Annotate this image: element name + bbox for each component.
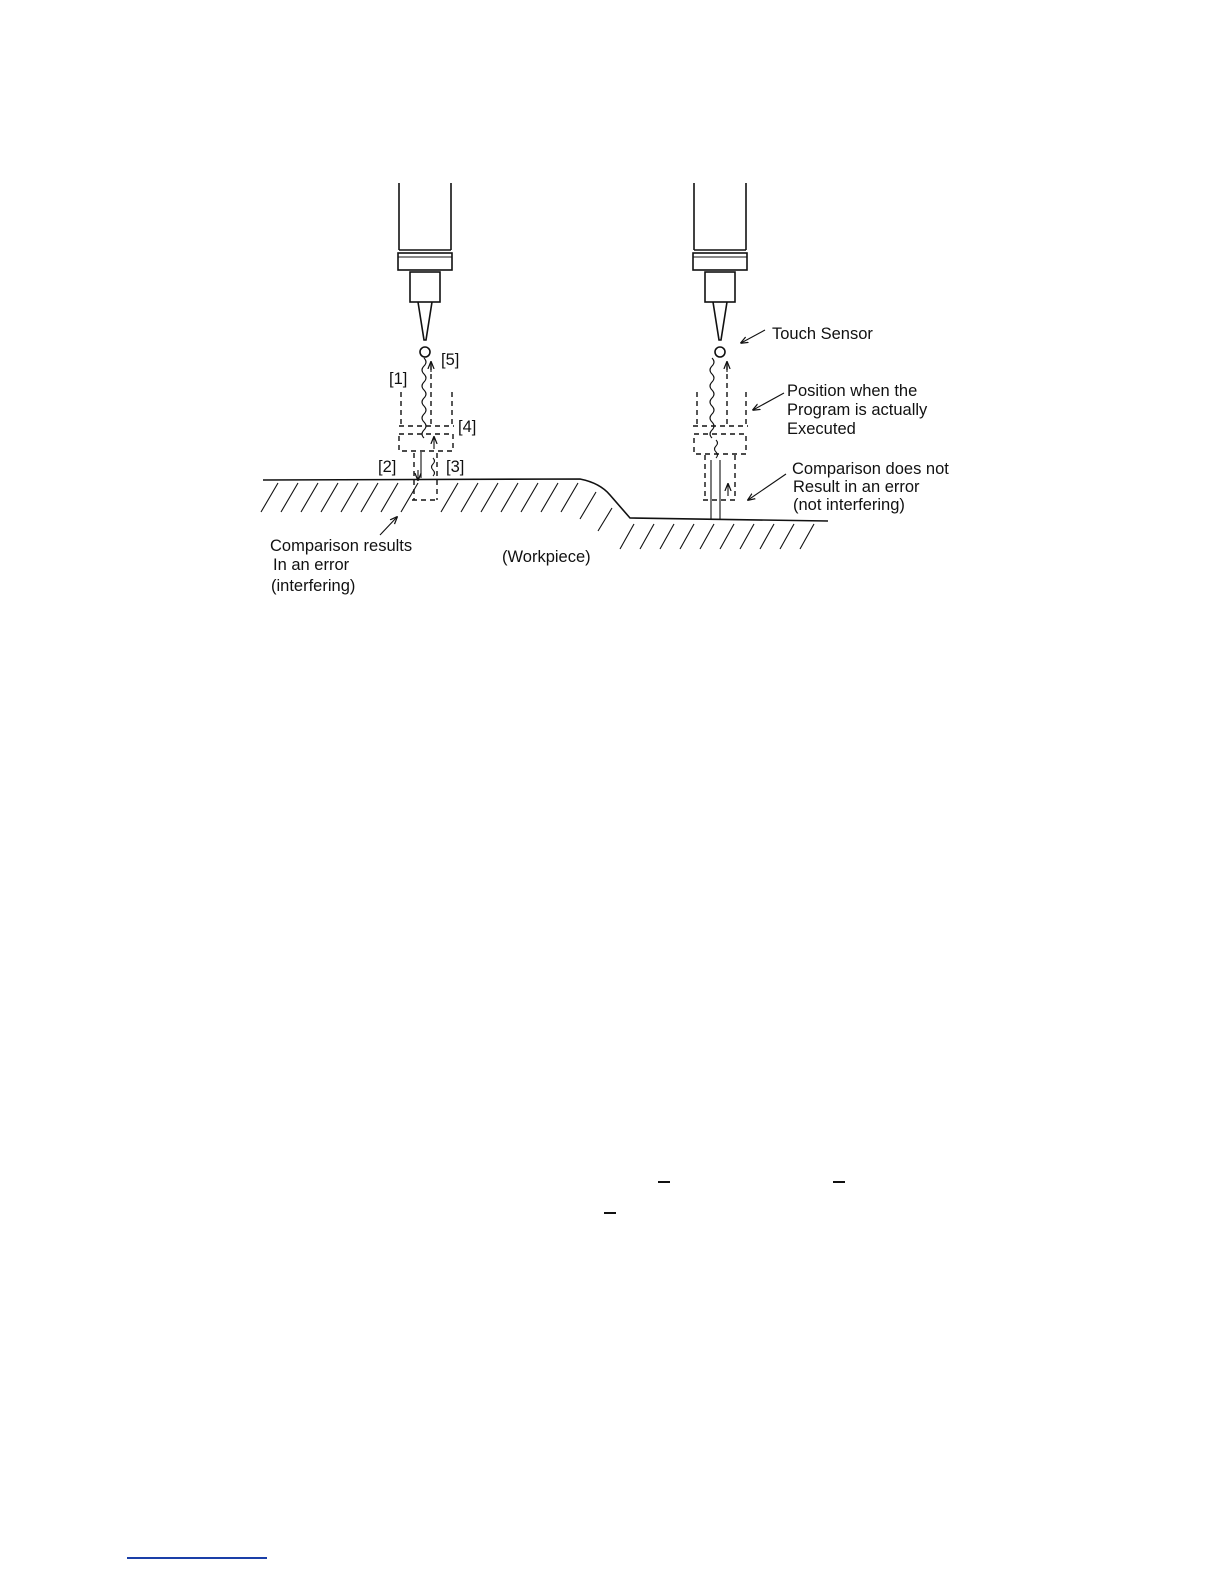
left-approach-path: [422, 358, 426, 438]
macron-mark-3: [604, 1212, 616, 1214]
left-touch-probe: [398, 183, 452, 357]
step-2-label: [2]: [378, 458, 397, 476]
error-label-line-3: (interfering): [271, 577, 356, 595]
step-3-label: [3]: [446, 458, 465, 476]
no-error-label-line-2: Result in an error: [793, 478, 920, 496]
no-error-callout-arrow: [748, 474, 786, 500]
no-error-label-line-3: (not interfering): [793, 496, 905, 514]
position-label-line-2: Program is actually: [787, 401, 928, 419]
error-callout-arrow: [380, 517, 397, 535]
right-motion-paths: [693, 358, 748, 520]
error-label-line-1: Comparison results: [270, 537, 413, 555]
no-error-label-line-1: Comparison does not: [792, 460, 949, 478]
position-label-line-1: Position when the: [787, 382, 918, 400]
step-1-label: [1]: [389, 370, 408, 388]
touch-sensor-label: Touch Sensor: [772, 325, 873, 343]
step-4-label: [4]: [458, 418, 477, 436]
step-5-label: [5]: [441, 351, 460, 369]
workpiece-label: (Workpiece): [502, 548, 591, 566]
footnote-rule: [127, 1557, 267, 1559]
macron-mark-1: [658, 1181, 670, 1183]
right-touch-probe: [693, 183, 747, 357]
error-label-line-2: In an error: [273, 556, 350, 574]
position-callout-arrow: [753, 393, 784, 410]
touch-sensor-callout-arrow: [741, 330, 765, 343]
position-label-line-3: Executed: [787, 420, 856, 438]
macron-mark-2: [833, 1181, 845, 1183]
